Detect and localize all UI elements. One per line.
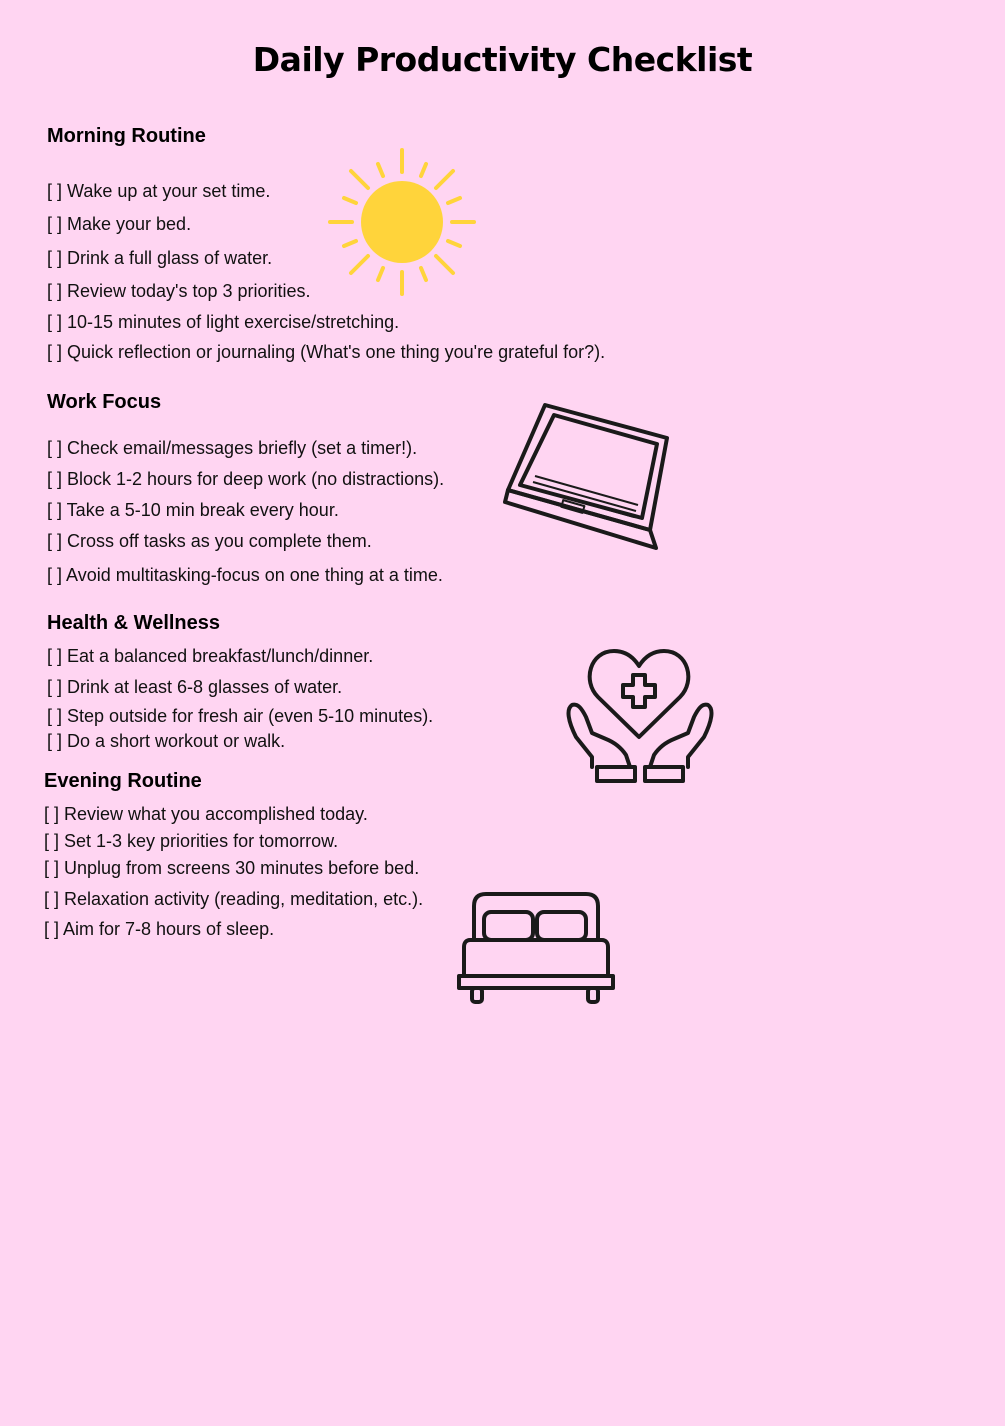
checklist-item[interactable]: [ ] Eat a balanced breakfast/lunch/dinner.: [47, 646, 374, 666]
section-heading-health-wellness: Health & Wellness: [47, 612, 221, 634]
checklist-item[interactable]: [ ] Block 1-2 hours for deep work (no distractions).: [47, 469, 445, 489]
checklist-item[interactable]: [ ] Step outside for fresh air (even 5-10 minutes).: [47, 706, 434, 726]
checklist-item[interactable]: [ ] Quick reflection or journaling (What's one thing you're grateful for?).: [47, 342, 606, 362]
checklist-item[interactable]: [ ] Take a 5-10 min break every hour.: [47, 500, 339, 520]
laptop-icon: [500, 400, 672, 556]
checklist-item[interactable]: [ ] 10-15 minutes of light exercise/stretching.: [47, 312, 400, 332]
checklist-item[interactable]: [ ] Wake up at your set time.: [47, 181, 271, 201]
checklist-item[interactable]: [ ] Cross off tasks as you complete them.: [47, 531, 372, 551]
checklist-item[interactable]: [ ] Aim for 7-8 hours of sleep.: [44, 919, 275, 939]
section-heading-morning-routine: Morning Routine: [47, 125, 206, 147]
checklist-item[interactable]: [ ] Review what you accomplished today.: [44, 804, 368, 824]
section-heading-evening-routine: Evening Routine: [44, 770, 202, 792]
checklist-item[interactable]: [ ] Do a short workout or walk.: [47, 731, 286, 751]
checklist-item[interactable]: [ ] Make your bed.: [47, 214, 192, 234]
checklist-item[interactable]: [ ] Drink a full glass of water.: [47, 248, 273, 268]
checklist-item[interactable]: [ ] Review today's top 3 priorities.: [47, 281, 311, 301]
bed-icon: [456, 890, 616, 1008]
page-title: Daily Productivity Checklist: [252, 40, 753, 79]
heart-in-hands-icon: [564, 645, 716, 787]
checklist-item[interactable]: [ ] Relaxation activity (reading, meditation, etc.).: [44, 889, 424, 909]
checklist-item[interactable]: [ ] Drink at least 6-8 glasses of water.: [47, 677, 343, 697]
checklist-item[interactable]: [ ] Set 1-3 key priorities for tomorrow.: [44, 831, 339, 851]
section-heading-work-focus: Work Focus: [47, 391, 162, 413]
sun-icon: [326, 146, 478, 298]
checklist-item[interactable]: [ ] Unplug from screens 30 minutes before bed.: [44, 858, 420, 878]
checklist-item[interactable]: [ ] Avoid multitasking-focus on one thing at a time.: [47, 565, 443, 585]
checklist-item[interactable]: [ ] Check email/messages briefly (set a timer!).: [47, 438, 418, 458]
